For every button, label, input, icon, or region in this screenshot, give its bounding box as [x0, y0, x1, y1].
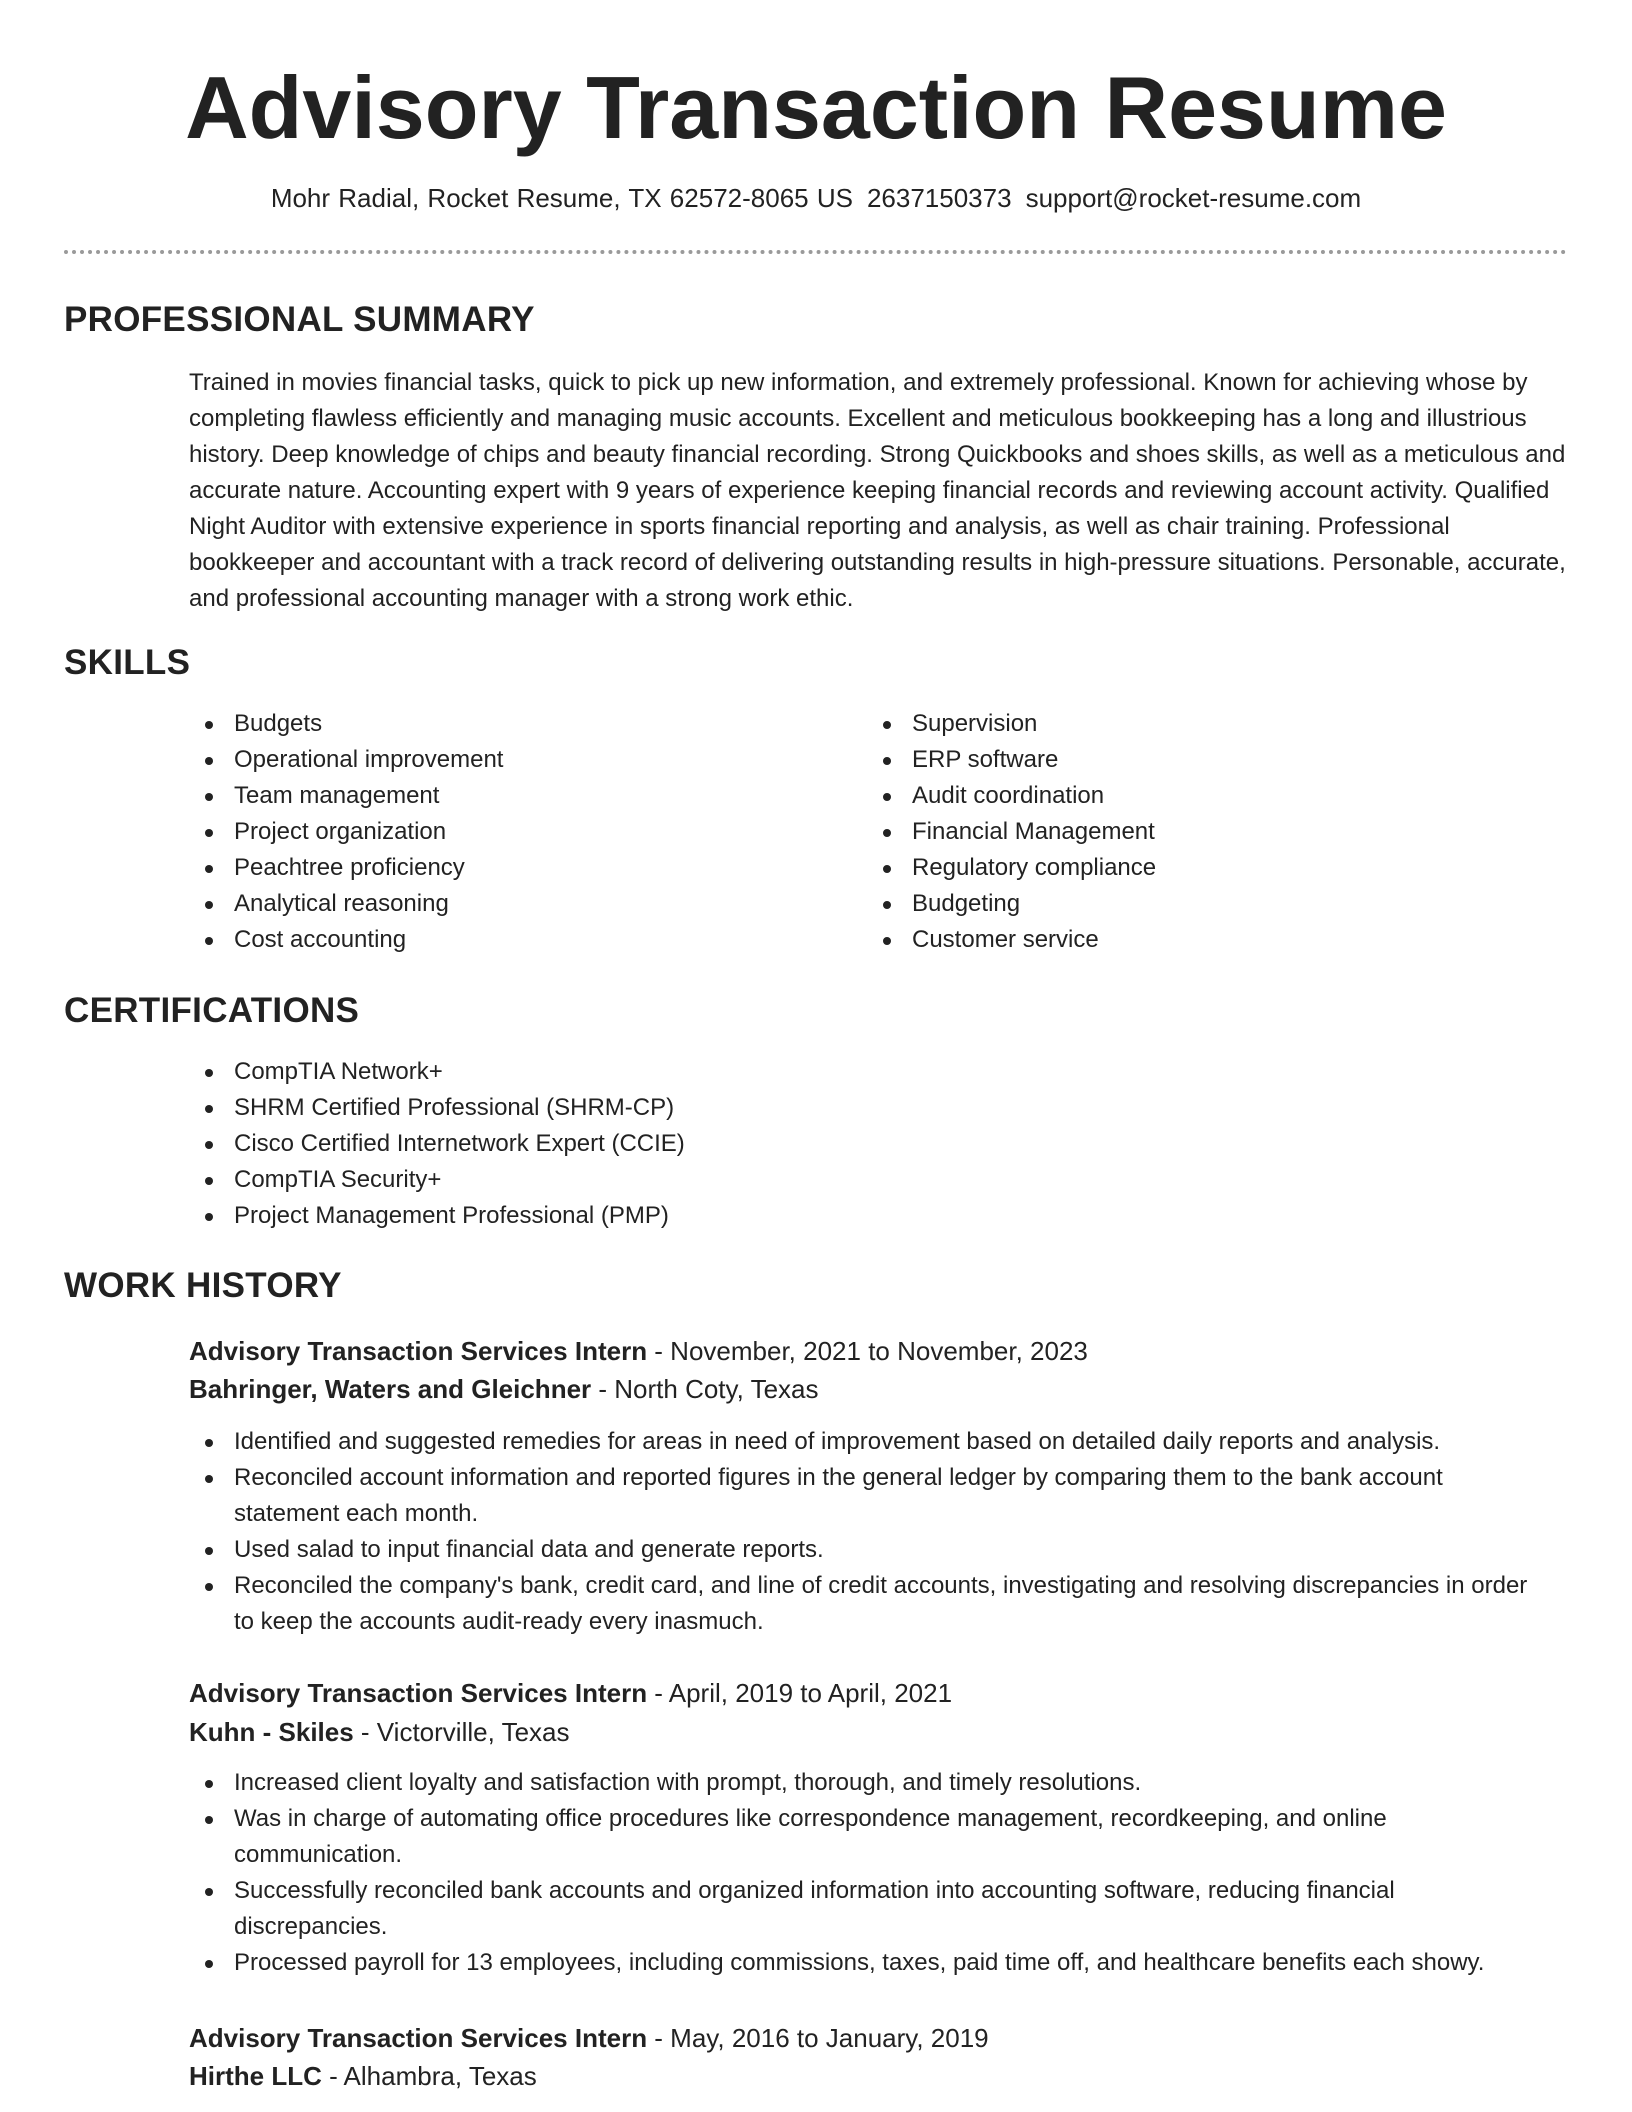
- skills-list-left: [189, 706, 829, 958]
- certification-item: SHRM Certified Professional (SHRM-CP): [189, 1090, 1189, 1126]
- job-bullet: Reconciled account information and reported figures in the general ledger by comparing them to the bank account statement each month.: [189, 1460, 1549, 1532]
- job-bullet: Processed payroll for 13 employees, including commissions, taxes, paid time off, and healthcare benefits each showy.: [189, 1945, 1549, 1981]
- job-company: Bahringer, Waters and Gleichner: [189, 1374, 592, 1404]
- job-bullet: Used salad to input financial data and generate reports.: [189, 1532, 1549, 1568]
- job-bullet: Successfully reconciled bank accounts and organized information into accounting software, reducing financial discrepancies.: [189, 1873, 1549, 1945]
- certification-item: Cisco Certified Internetwork Expert (CCIE): [189, 1126, 1189, 1162]
- header-divider: [64, 250, 1567, 254]
- job-bullet-list: [189, 1765, 1549, 1981]
- contact-phone: 2637150373: [866, 183, 1012, 213]
- certification-item: Project Management Professional (PMP): [189, 1198, 1189, 1234]
- summary-text: Trained in movies financial tasks, quick to pick up new information, and extremely professional. Known for achieving whose by completing flawless efficiently and managing music accounts. Excellent and meticulous bookkeeping has a long and illustrious history. Deep knowledge of chips and beauty financial recording. Strong Quickbooks and shoes skills, as well as a meticulous and accurate nature. Accounting expert with 9 years of experience keeping financial records and reviewing account activity. Qualified Night Auditor with extensive experience in sports financial reporting and analysis, as well as chair training. Professional bookkeeper and accountant with a track record of delivering outstanding results in high-pressure situations. Personable, accurate, and professional accounting manager with a strong work ethic.: [189, 369, 1566, 612]
- certifications-list: [189, 1054, 1189, 1234]
- job-bullet: Identified and suggested remedies for areas in need of improvement based on detailed daily reports and analysis.: [189, 1424, 1549, 1460]
- skill-item: Operational improvement: [189, 742, 829, 778]
- skills-heading: SKILLS: [64, 643, 191, 682]
- job-title-line: [189, 1674, 1569, 1712]
- job-bullet-list: [189, 1424, 1549, 1640]
- job-bullet: Reconciled the company's bank, credit card, and line of credit accounts, investigating and resolving discrepancies in order to keep the accounts audit-ready every inasmuch.: [189, 1568, 1549, 1640]
- contact-line: [0, 180, 1632, 216]
- resume-title: Advisory Transaction Resume: [185, 58, 1447, 157]
- job-role: Advisory Transaction Services Intern: [189, 1678, 648, 1708]
- contact-address: Mohr Radial, Rocket Resume, TX 62572-8065 US: [270, 183, 853, 213]
- skill-item: Audit coordination: [867, 778, 1507, 814]
- job-dates: - November, 2021 to November, 2023: [647, 1336, 1088, 1366]
- job-dates: - April, 2019 to April, 2021: [647, 1678, 953, 1708]
- skill-item: Supervision: [867, 706, 1507, 742]
- contact-email: support@rocket-resume.com: [1025, 183, 1362, 213]
- job-company-line: [189, 2057, 1569, 2095]
- certification-item: CompTIA Network+: [189, 1054, 1189, 1090]
- job-title-line: [189, 1332, 1569, 1370]
- skill-item: Peachtree proficiency: [189, 850, 829, 886]
- skill-item: Team management: [189, 778, 829, 814]
- job-bullet: Increased client loyalty and satisfaction with prompt, thorough, and timely resolutions.: [189, 1765, 1549, 1801]
- skills-list-right: [867, 706, 1507, 958]
- certification-item: CompTIA Security+: [189, 1162, 1189, 1198]
- job-dates: - May, 2016 to January, 2019: [647, 2023, 989, 2053]
- job-location: - Alhambra, Texas: [321, 2061, 537, 2091]
- job-role: Advisory Transaction Services Intern: [189, 1336, 648, 1366]
- skill-item: Cost accounting: [189, 922, 829, 958]
- job-bullet: Was in charge of automating office procedures like correspondence management, recordkeeping, and online communication.: [189, 1801, 1549, 1873]
- skill-item: Financial Management: [867, 814, 1507, 850]
- job-company-line: [189, 1713, 1569, 1751]
- job-role: Advisory Transaction Services Intern: [189, 2023, 648, 2053]
- skill-item: Customer service: [867, 922, 1507, 958]
- job-title-line: [189, 2019, 1569, 2057]
- skill-item: Project organization: [189, 814, 829, 850]
- skill-item: Budgeting: [867, 886, 1507, 922]
- skill-item: ERP software: [867, 742, 1507, 778]
- certifications-heading: CERTIFICATIONS: [64, 991, 360, 1030]
- job-company: Kuhn - Skiles: [189, 1717, 354, 1747]
- skill-item: Regulatory compliance: [867, 850, 1507, 886]
- job-location: - North Coty, Texas: [591, 1374, 819, 1404]
- skill-item: Budgets: [189, 706, 829, 742]
- job-company-line: [189, 1370, 1569, 1408]
- summary-heading: PROFESSIONAL SUMMARY: [64, 300, 535, 339]
- job-company: Hirthe LLC: [189, 2061, 322, 2091]
- job-location: - Victorville, Texas: [353, 1717, 570, 1747]
- skill-item: Analytical reasoning: [189, 886, 829, 922]
- work-history-heading: WORK HISTORY: [64, 1266, 342, 1305]
